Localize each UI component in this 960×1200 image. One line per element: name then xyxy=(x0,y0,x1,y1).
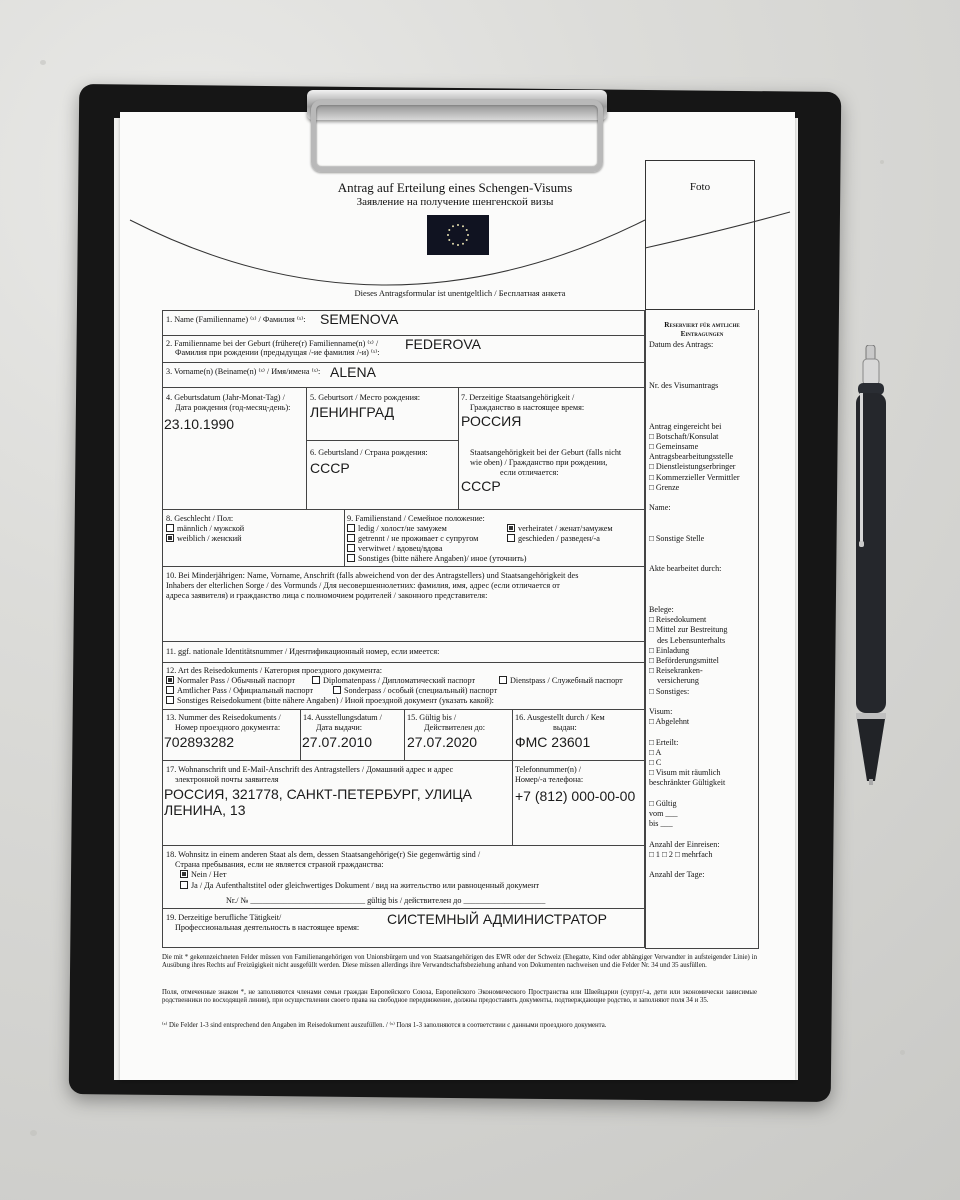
eu-flag xyxy=(427,215,489,255)
sex-male-option[interactable]: männlich / мужской xyxy=(166,524,244,534)
field-19-occupation-value: СИСТЕМНЫЙ АДМИНИСТРАТОР xyxy=(387,911,608,927)
field-8-label: 8. Geschlecht / Пол: xyxy=(166,514,234,523)
marital-married-option[interactable]: verheiratet / женат/замужем xyxy=(507,524,613,534)
header-arc xyxy=(120,210,650,300)
marital-widowed-checkbox[interactable] xyxy=(347,544,355,552)
doc-official-passport-option[interactable]: Amtlicher Pass / Официальный паспорт xyxy=(166,686,313,696)
official-use-line: □ Sonstige Stelle xyxy=(649,533,705,543)
official-use-line: Akte bearbeitet durch: xyxy=(649,564,722,574)
field-14-issue-date-value: 27.07.2010 xyxy=(302,734,373,750)
marital-other-option[interactable]: Sonstiges (bitte nähere Angaben)/ иное (уточнить) xyxy=(347,554,527,564)
field-17-address-line-1: РОССИЯ, 321778, САНКТ-ПЕТЕРБУРГ, УЛИЦА xyxy=(164,786,472,802)
photo-box xyxy=(645,160,755,310)
field-2-label-de: 2. Familienname bei der Geburt (frühere(r) Familienname(n) ⁽ˣ⁾ / xyxy=(166,339,379,348)
field-18-label-1: 18. Wohnsitz in einem anderen Staat als dem, dessen Staatsangehörige(r) Sie gegenwärtig sind / xyxy=(166,850,481,859)
field-17-label-1: 17. Wohnanschrift und E-Mail-Anschrift des Antragstellers / Домашний адрес и адрес xyxy=(166,765,454,774)
official-use-line xyxy=(649,829,755,839)
field-2-label-ru: Фамилия при рождении (предыдущая /-ие фамилия /-и) ⁽ˣ⁾: xyxy=(175,348,380,357)
ballpoint-pen xyxy=(853,345,889,785)
field-3-label: 3. Vorname(n) (Beiname(n) ⁽ˣ⁾ / Имя/имена ⁽ˣ⁾: xyxy=(166,367,321,376)
marital-divorced-checkbox[interactable] xyxy=(507,534,515,542)
clipboard-clip xyxy=(307,90,607,174)
official-use-line: □ Gemeinsame xyxy=(649,441,699,451)
residence-yes-checkbox[interactable] xyxy=(180,881,188,889)
marital-divorced-option[interactable]: geschieden / разведен/-а xyxy=(507,534,600,544)
background-speck xyxy=(40,60,46,65)
field-7-birth-nationality-value: СССР xyxy=(461,478,501,494)
field-3-first-name-value: ALENA xyxy=(330,364,376,380)
photo-label: Foto xyxy=(689,181,711,193)
official-use-line xyxy=(649,544,755,554)
official-use-line xyxy=(649,595,755,605)
official-use-line: □ Reisekranken- xyxy=(649,666,703,676)
official-use-line: □ Erteilt: xyxy=(649,737,679,747)
residence-no-option[interactable]: Nein / Нет xyxy=(180,870,226,880)
official-use-line xyxy=(649,350,755,360)
official-use-line xyxy=(649,391,755,401)
field-7-label-ru: Гражданство в настоящее время: xyxy=(470,403,585,412)
official-use-line xyxy=(649,401,755,411)
doc-diplomatic-passport-option[interactable]: Diplomatenpass / Дипломатический паспорт xyxy=(312,676,475,686)
official-use-line: □ Mittel zur Bestreitung xyxy=(649,625,728,635)
marital-married-checkbox[interactable] xyxy=(507,524,515,532)
official-use-line xyxy=(649,371,755,381)
official-use-line: bis ___ xyxy=(649,819,673,829)
official-use-line: □ 1 □ 2 □ mehrfach xyxy=(649,849,713,859)
field-10-label-2: Inhabers der elterlichen Sorge / des Vormunds / Для несовершеннолетних: фамилия, имя, адрес (если отличается от xyxy=(166,581,560,590)
official-use-line: □ Sonstiges: xyxy=(649,686,690,696)
field-1-label: 1. Name (Familienname) ⁽ˣ⁾ / Фамилия ⁽ˣ⁾: xyxy=(166,315,306,324)
official-use-line: □ Kommerzieller Vermittler xyxy=(649,472,740,482)
field-15-label-de: 15. Gültig bis / xyxy=(407,713,457,722)
field-14-label-ru: Дата выдачи: xyxy=(316,723,362,732)
official-use-line: Antragsbearbeitungsstelle xyxy=(649,452,734,462)
marital-single-option[interactable]: ledig / холост/не замужем xyxy=(347,524,447,534)
official-use-line: Name: xyxy=(649,503,671,513)
doc-service-passport-checkbox[interactable] xyxy=(499,676,507,684)
field-5-label: 5. Geburtsort / Место рождения: xyxy=(310,393,421,402)
field-19-label-ru: Профессиональная деятельность в настоящее время: xyxy=(175,923,360,932)
official-use-line: □ Botschaft/Konsulat xyxy=(649,431,719,441)
field-7-nationality-value: РОССИЯ xyxy=(461,413,522,429)
field-9-label: 9. Familienstand / Семейное положение: xyxy=(347,514,485,523)
official-use-line xyxy=(649,575,755,585)
marital-separated-option[interactable]: getrennt / не проживает с супругом xyxy=(347,534,478,544)
official-use-line: □ C xyxy=(649,758,662,768)
official-use-line: □ Abgelehnt xyxy=(649,717,690,727)
field-17-address-line-2: ЛЕНИНА, 13 xyxy=(164,802,246,818)
footnote-russian: Поля, отмеченные знаком *, не заполняются членами семьи граждан Европейского Союза, Европейского Экономического Пространства или Швейцарии (супруг/-а, дети или экономически зависимые родственники по восходящей линии), при осуществлении своего права на свободное передвижение, должны предоставить документы, подтверждающие родство, и заполняют поля 34 и 35. xyxy=(162,989,757,1005)
official-use-line xyxy=(649,585,755,595)
field-19-label-de: 19. Derzeitige berufliche Tätigkeit/ xyxy=(166,913,282,922)
official-use-line: □ Grenze xyxy=(649,482,680,492)
doc-normal-passport-checkbox[interactable] xyxy=(166,676,174,684)
field-4-label-de: 4. Geburtsdatum (Jahr-Monat-Tag) / xyxy=(166,393,285,402)
footnote-fields-1-3: ⁽ˣ⁾ Die Felder 1-3 sind entsprechend den Angaben im Reisedokument auszufüllen. / ⁽ˣ⁾ Поля 1-3 заполняются в соответствии с данными проездного документа. xyxy=(162,1022,607,1029)
doc-official-passport-checkbox[interactable] xyxy=(166,686,174,694)
official-use-heading: Reserviert für amtliche Eintragungen xyxy=(664,321,740,338)
field-17-phone-label-de: Telefonnummer(n) / xyxy=(515,765,582,774)
official-use-line: □ Beförderungsmittel xyxy=(649,656,719,666)
field-6-label: 6. Geburtsland / Страна рождения: xyxy=(310,448,428,457)
background-speck xyxy=(880,160,884,164)
marital-single-checkbox[interactable] xyxy=(347,524,355,532)
field-15-label-ru: Действителен до: xyxy=(424,723,486,732)
official-use-line: vom ___ xyxy=(649,809,678,819)
official-use-line xyxy=(649,493,755,503)
field-18-label-2: Страна пребывания, если не является страной гражданства: xyxy=(175,860,384,869)
marital-separated-checkbox[interactable] xyxy=(347,534,355,542)
official-use-line: □ Reisedokument xyxy=(649,615,707,625)
field-2-birth-surname-value: FEDEROVA xyxy=(405,336,481,352)
field-17-phone-value: +7 (812) 000-00-00 xyxy=(515,788,636,804)
official-use-line xyxy=(649,411,755,421)
marital-other-checkbox[interactable] xyxy=(347,554,355,562)
official-use-line: □ Dienstleistungserbringer xyxy=(649,462,736,472)
field-5-birth-place-value: ЛЕНИНГРАД xyxy=(310,404,395,420)
field-13-label-de: 13. Nummer des Reisedokuments / xyxy=(166,713,281,722)
doc-special-passport-checkbox[interactable] xyxy=(333,686,341,694)
official-use-line xyxy=(649,789,755,799)
field-14-label-de: 14. Ausstellungsdatum / xyxy=(303,713,382,722)
form-title-russian: Заявление на получение шенгенской визы xyxy=(356,196,554,208)
field-10-label-3: адреса заявителя) и гражданство лица с полномочием родителей / законного представителя: xyxy=(166,591,488,600)
form-title-german: Antrag auf Erteilung eines Schengen-Visums xyxy=(337,180,573,195)
official-use-line: beschränkter Gültigkeit xyxy=(649,778,726,788)
official-use-line xyxy=(649,360,755,370)
field-7-birth-nationality-label-1: Staatsangehörigkeit bei der Geburt (falls nicht xyxy=(470,448,622,457)
official-use-line: □ Visum mit räumlich xyxy=(649,768,721,778)
official-use-line: Datum des Antrags: xyxy=(649,340,714,349)
free-of-charge-note: Dieses Antragsformular ist unentgeltlich / Бесплатная анкета xyxy=(354,288,566,298)
doc-other-checkbox[interactable] xyxy=(166,696,174,704)
sex-male-checkbox[interactable] xyxy=(166,524,174,532)
doc-diplomatic-passport-checkbox[interactable] xyxy=(312,676,320,684)
field-18-permit-number-line: Nr./ № ____________________________ gültig bis / действителен до ____________________ xyxy=(226,896,546,905)
official-use-list xyxy=(646,339,758,881)
official-use-line: Antrag eingereicht bei xyxy=(649,421,722,431)
official-use-line: Anzahl der Einreisen: xyxy=(649,839,720,849)
official-use-line xyxy=(649,697,755,707)
field-4-birth-date-value: 23.10.1990 xyxy=(164,416,235,432)
official-use-line: Belege: xyxy=(649,605,674,615)
field-1-surname-value: SEMENOVA xyxy=(320,311,399,327)
marital-widowed-option[interactable]: verwitwet / вдовец/вдова xyxy=(347,544,442,554)
footnote-german: Die mit * gekennzeichneten Felder müssen von Familienangehörigen von Unionsbürgern und von Staatsangehörigen des EWR oder der Schweiz (Ehegatte, Kind oder abhängiger Verwandter in aufsteigender Linie) in Ausübung ihres Rechts auf Freizügigkeit nicht ausgefüllt werden. Diese müssen allerdings ihre Verwandtschaftsbeziehung anhand von Dokumenten nachweisen und die Felder Nr. 34 und 35 ausfüllen. xyxy=(162,954,757,970)
field-16-label-ru: выдан: xyxy=(553,723,577,732)
field-6-birth-country-value: СССР xyxy=(310,460,350,476)
official-use-line: Nr. des Visumantrags xyxy=(649,380,719,390)
residence-no-checkbox[interactable] xyxy=(180,870,188,878)
official-use-line xyxy=(649,524,755,534)
field-7-birth-nationality-label-2: wie oben) / Гражданство при рождении, xyxy=(470,458,608,467)
doc-other-option[interactable]: Sonstiges Reisedokument (bitte nähere Angaben) / Иной проездной документ (указать какой): xyxy=(166,696,494,706)
background-speck xyxy=(900,1050,905,1055)
official-use-line: Anzahl der Tage: xyxy=(649,870,705,880)
field-16-issued-by-value: ФМС 23601 xyxy=(515,734,591,750)
official-use-line: versicherung xyxy=(649,676,699,686)
field-13-label-ru: Номер проездного документа: xyxy=(175,723,281,732)
official-use-line xyxy=(649,513,755,523)
field-10-label-1: 10. Bei Minderjährigen: Name, Vorname, Anschrift (falls abweichend von der des Antragstellers) und Staatsangehörigkeit des xyxy=(166,571,579,580)
official-use-line: □ A xyxy=(649,747,662,757)
sex-female-option[interactable]: weiblich / женский xyxy=(166,534,242,544)
doc-special-passport-option[interactable]: Sonderpass / особый (специальный) паспорт xyxy=(333,686,497,696)
field-7-label-de: 7. Derzeitige Staatsangehörigkeit / xyxy=(461,393,575,402)
field-15-valid-until-value: 27.07.2020 xyxy=(407,734,478,750)
doc-normal-passport-option[interactable]: Normaler Pass / Обычный паспорт xyxy=(166,676,295,686)
field-12-label: 12. Art des Reisedokuments / Категория проездного документа: xyxy=(166,666,383,675)
background-speck xyxy=(30,1130,37,1136)
field-17-phone-label-ru: Номер/-а телефона: xyxy=(515,775,584,784)
official-use-line: □ Gültig xyxy=(649,798,677,808)
official-use-line: des Lebensunterhalts xyxy=(649,635,726,645)
official-use-column xyxy=(645,310,759,949)
field-7-birth-nationality-label-3: если отличается: xyxy=(500,468,559,477)
official-use-line: □ Einladung xyxy=(649,645,690,655)
residence-yes-option[interactable]: Ja / Да Aufenthaltstitel oder gleichwertiges Dokument / вид на жительство или равноценный документ xyxy=(180,881,539,891)
field-4-label-ru: Дата рождения (год-месяц-день): xyxy=(175,403,291,412)
doc-service-passport-option[interactable]: Dienstpass / Служебный паспорт xyxy=(499,676,623,686)
official-use-line xyxy=(649,727,755,737)
sex-female-checkbox[interactable] xyxy=(166,534,174,542)
official-use-line xyxy=(649,554,755,564)
field-11-label: 11. ggf. nationale Identitätsnummer / Идентификационный номер, если имеется: xyxy=(166,647,440,656)
field-13-passport-number-value: 702893282 xyxy=(164,734,235,750)
field-16-label-de: 16. Ausgestellt durch / Кем xyxy=(515,713,605,722)
official-use-line: Visum: xyxy=(649,707,673,717)
field-17-label-2: электронной почты заявителя xyxy=(175,775,279,784)
official-use-line xyxy=(649,860,755,870)
eu-stars-icon xyxy=(427,215,489,255)
